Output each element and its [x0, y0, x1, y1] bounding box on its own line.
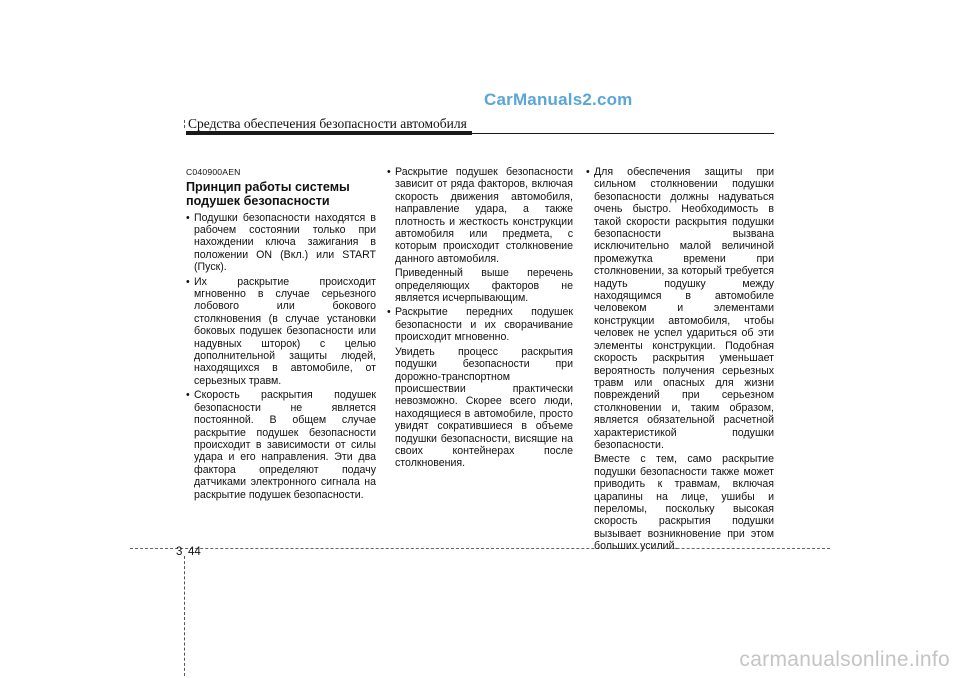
- crop-mark-bottom: [184, 556, 185, 676]
- bullet-item: • Их раскрытие происходит мгновенно в случае серьезного лобового или бокового столкновения (в случае установки боковых подушек безопасности или надувных шторок) с целью дополнительной защиты людей, находящихся в автомобиле, от серьезных травм.: [186, 276, 376, 388]
- paragraph: Приведенный выше перечень определяющих факторов не является исчерпывающим.: [395, 267, 573, 305]
- watermark-top[interactable]: CarManuals2.com: [484, 90, 633, 109]
- paragraph: Вместе с тем, само раскрытие подушки безопасности также может приводить к травмам, включая царапины на лице, ушибы и переломы, поскольку высокая скорость раскрытия подушки вызывает возникновение при этом больших усилий.: [594, 453, 774, 553]
- watermark-bottom[interactable]: carmanualsonline.info: [739, 648, 950, 671]
- bullet-item: • Подушки безопасности находятся в рабочем состоянии только при нахождении ключа зажигания в положении ON (Вкл.) или START (Пуск).: [186, 212, 376, 274]
- crop-mark-top: [184, 120, 185, 128]
- bullet-item: • Раскрытие подушек безопасности зависит от ряда факторов, включая скорость движения автомобиля, направление удара, а также плотность и жесткость конструкции автомобиля или предмета, с которым происходит столкновение данного автомобиля.: [387, 166, 573, 265]
- column-1: [186, 166, 376, 503]
- column-2: [387, 166, 573, 472]
- page-number: 44: [188, 546, 201, 558]
- section-code: C040900AEN: [186, 167, 241, 177]
- header-rule-thin: [472, 133, 774, 134]
- bullet-item: • Скорость раскрытия подушек безопасности не является постоянной. В общем случае раскрытие подушек безопасности происходит в зависимости от силы удара и его направления. Эти два фактора определяют подачу датчиками электронного сигнала на раскрытие подушек безопасности.: [186, 389, 376, 501]
- header-rule-thick: [186, 131, 472, 135]
- chapter-number: 3: [176, 546, 183, 558]
- section-title: Средства обеспечения безопасности автомобиля: [188, 116, 467, 131]
- bullet-item: • Раскрытие передних подушек безопасности и их сворачивание происходит мгновенно.: [387, 306, 573, 343]
- section-heading: Принцип работы системы подушек безопасности: [186, 180, 350, 208]
- bullet-item: • Для обеспечения защиты при сильном столкновении подушки безопасности должны надуваться очень быстро. Необходимость в такой скорости раскрытия подушки безопасности вызвана исключительно малой величиной промежутка времени при столкновении, за который требуется надуть подушку между находящимся в автомобиле человеком и элементами конструкции автомобиля, чтобы человек не успел удариться об эти элементы конструкции. Подобная скорость раскрытия уменьшает вероятность получения серьезных травм или опасных для жизни повреждений при серьезном столкновении и, таким образом, является обязательной расчетной характеристикой подушки безопасности.: [586, 166, 774, 451]
- paragraph: Увидеть процесс раскрытия подушки безопасности при дорожно-транспортном происшествии практически невозможно. Скорее всего люди, находящиеся в автомобиле, просто увидят сократившиеся в объеме подушки безопасности, висящие на своих контейнерах после столкновения.: [395, 345, 573, 470]
- column-3: [586, 166, 774, 555]
